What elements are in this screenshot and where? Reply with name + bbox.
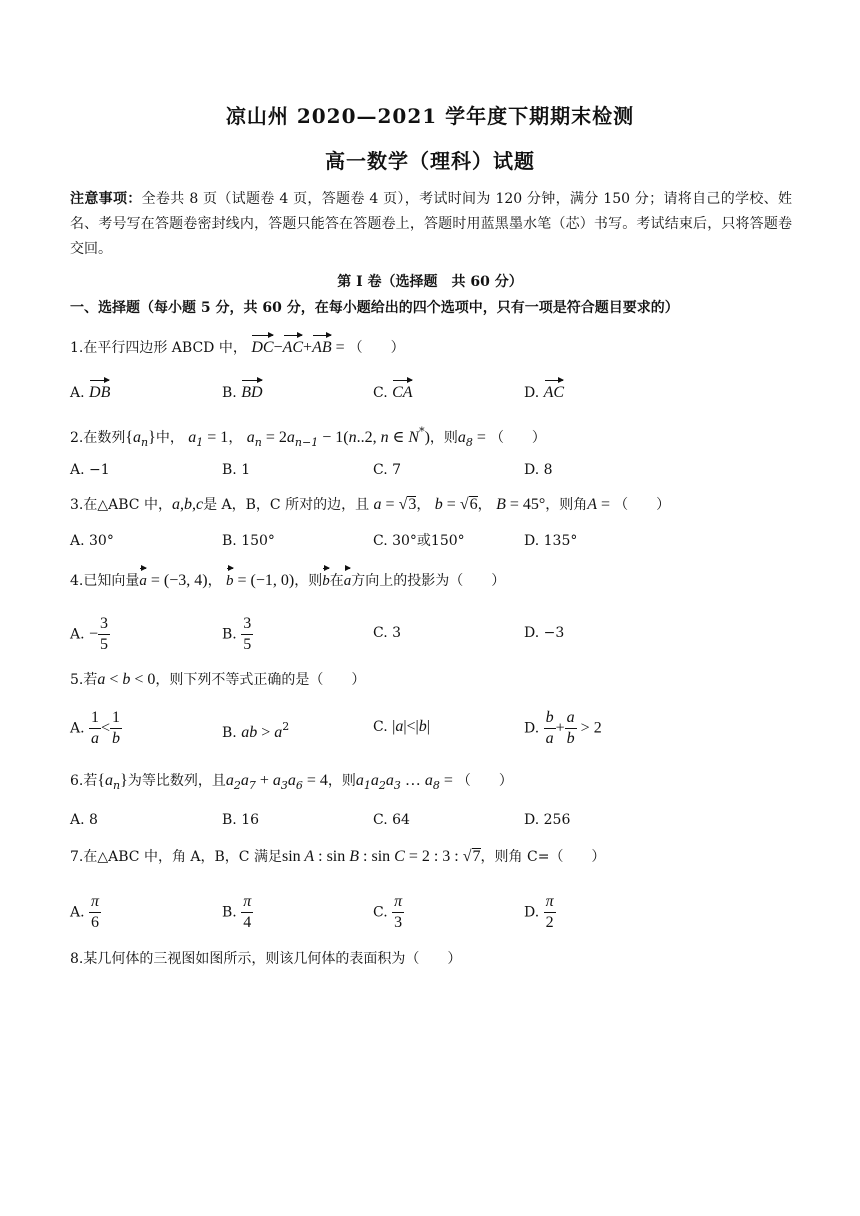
q5-option-d[interactable]: D. $\frac{b}{a}$ + $\frac{a}{b}$ > 2 (524, 709, 602, 747)
q6-option-b[interactable]: B. 16 (222, 812, 260, 828)
q2-option-b[interactable]: B. 1 (222, 462, 251, 478)
q3-option-d[interactable]: D. 135° (524, 533, 578, 549)
q7-option-d[interactable]: D. $\frac{\pi}{2}$ (524, 893, 554, 931)
question-2: 2.在数列$\{a_n\}$中， $a_1 = 1$， $a_n = 2a_{n-1} - 1(n..2$, n ∈ N*)，则$a_8$ = （ ） (70, 425, 546, 449)
q2-option-a[interactable]: A. −1 (70, 462, 110, 478)
question-8: 8.某几何体的三视图如图所示，则该几何体的表面积为（ ） (70, 951, 462, 967)
notice-label: 注意事项： (70, 191, 142, 207)
q4-option-a[interactable]: A. − $\frac{3}{5}$ (70, 615, 109, 653)
question-6: 6.若$\{a_n\}$为等比数列，且$a_2a_7 + a_3a_6 = 4$，则$a_1a_2a_3$ … $a_8$ = （ ） (70, 772, 513, 792)
q7-option-a[interactable]: A. $\frac{\pi}{6}$ (70, 893, 100, 931)
section-title: 第 I 卷（选择题 共 60 分） (337, 274, 523, 290)
exam-subtitle: 高一数学（理科）试题 (325, 149, 535, 173)
q1-option-a[interactable]: A. DB (70, 378, 110, 404)
q6-option-a[interactable]: A. 8 (70, 812, 98, 828)
q3-option-c[interactable]: C. 30°或150° (373, 533, 465, 549)
notice-text: 全卷共 8 页（试题卷 4 页，答题卷 4 页），考试时间为 120 分钟，满分 150 分；请将自己的学校、姓名、考号写在答题卷密封线内，答题只能答在答题卷上，答题时用蓝黑墨水笔（芯）书写。考试结束后，只将答题卷交回。 (70, 191, 793, 257)
q5-option-a[interactable]: A. $\frac{1}{a}$ < $\frac{1}{b}$ (70, 709, 121, 747)
q1-option-b[interactable]: B. BD (222, 378, 263, 404)
q3-option-b[interactable]: B. 150° (222, 533, 275, 549)
q3-option-a[interactable]: A. 30° (70, 533, 114, 549)
q6-option-c[interactable]: C. 64 (373, 812, 410, 828)
q1-option-c[interactable]: C. CA (373, 378, 413, 404)
q4-option-d[interactable]: D. −3 (524, 625, 565, 641)
question-7: 7.在△ABC 中，角 A，B，C 满足sin A : sin B : sin C = 2 : 3 : √7，则角 C=（ ） (70, 848, 606, 865)
question-3: 3.在△ABC 中，a,b,c是 A，B，C 所对的边，且 a = √3， b = √6， B = 45°，则角A = （ ） (70, 496, 671, 513)
question-4: 4.已知向量a = (−3, 4)， b = (−1, 0)，则b在a方向上的投影为（ ） (70, 566, 505, 592)
question-5: 5.若a < b < 0，则下列不等式正确的是（ ） (70, 671, 366, 688)
exam-title: 凉山州 2020—2021 学年度下期期末检测 (225, 104, 635, 128)
part-title: 一、选择题（每小题 5 分，共 60 分，在每小题给出的四个选项中，只有一项是符合题目要求的） (70, 300, 679, 316)
notice-paragraph (70, 187, 792, 262)
q4-option-c[interactable]: C. 3 (373, 625, 402, 641)
q7-option-b[interactable]: B. $\frac{\pi}{4}$ (222, 893, 252, 931)
q2-option-d[interactable]: D. 8 (524, 462, 553, 478)
q1-option-d[interactable]: D. AC (524, 378, 564, 404)
q6-option-d[interactable]: D. 256 (524, 812, 571, 828)
q5-option-b[interactable]: B. ab > $a^2$ (222, 720, 290, 741)
question-1: 1.在平行四边形 ABCD 中， DC−AC+AB = （ ） (70, 333, 405, 359)
q2-option-c[interactable]: C. 7 (373, 462, 402, 478)
q4-option-b[interactable]: B. $\frac{3}{5}$ (222, 615, 252, 653)
q5-option-c[interactable]: C. |a|<|b| (373, 718, 430, 735)
q7-option-c[interactable]: C. $\frac{\pi}{3}$ (373, 893, 403, 931)
